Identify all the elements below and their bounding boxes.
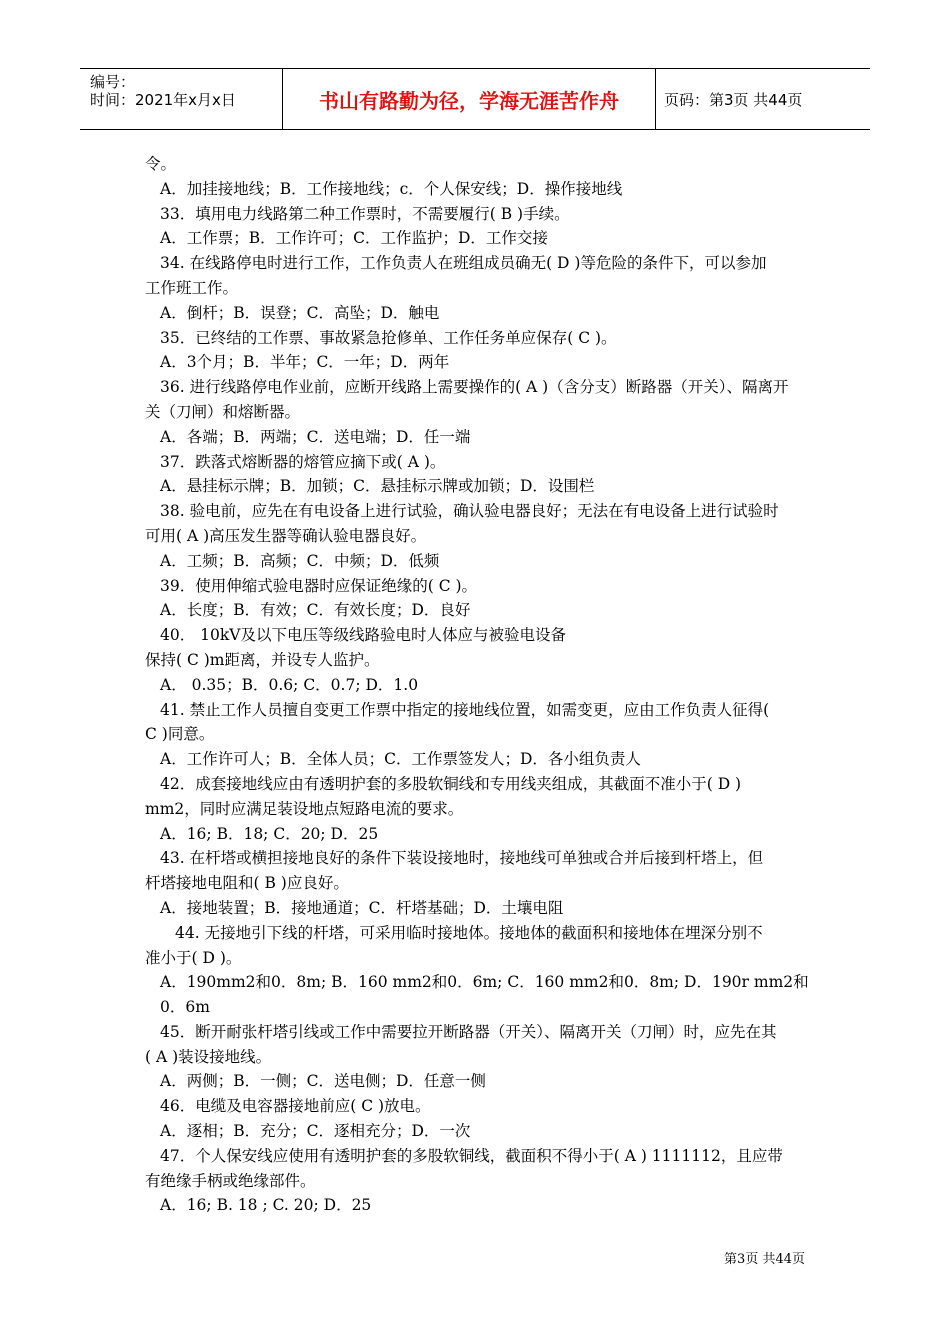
text-line: 工作班工作。 (145, 278, 239, 297)
text-line: A．悬挂标示牌；B．加锁；C．悬挂标示牌或加锁；D．设围栏 (160, 477, 595, 496)
text-line: 36. 进行线路停电作业前，应断开线路上需要操作的( A )（含分支）断路器（开关）、隔离开 (160, 378, 789, 397)
text-line: A．工作票；B．工作许可；C．工作监护；D．工作交接 (160, 229, 548, 248)
page-footer: 第3页 共44页 (724, 1252, 805, 1267)
document-number-label: 编号： (90, 73, 136, 91)
text-line: A．工作许可人；B．全体人员；C．工作票签发人；D．各小组负责人 (160, 750, 641, 769)
text-line: A．3个月；B．半年；C．一年；D．两年 (160, 353, 450, 372)
text-line: 40． 10kV及以下电压等级线路验电时人体应与被验电设备 (160, 626, 566, 645)
text-line: 保持( C )m距离，并设专人监护。 (145, 650, 380, 669)
text-line: A．工频；B．高频；C．中频；D．低频 (160, 551, 440, 570)
text-line: 38. 验电前，应先在有电设备上进行试验，确认验电器良好；无法在有电设备上进行试验时 (160, 502, 779, 521)
text-line: 47．个人保安线应使用有透明护套的多股软铜线，截面积不得小于( A ) 1111112，且应带 (160, 1146, 783, 1165)
text-line: 可用( A )高压发生器等确认验电器良好。 (145, 526, 427, 545)
text-line: A．两侧；B．一侧；C．送电侧；D．任意一侧 (160, 1072, 486, 1091)
text-line: A． 0.35；B．0.6; C．0.7; D．1.0 (160, 675, 419, 694)
text-line: 准小于( D )。 (145, 948, 242, 967)
header-page-info: 页码：第3页 共44页 (664, 90, 803, 109)
text-line: A．16; B．18; C．20; D．25 (160, 824, 379, 843)
text-line: A．接地装置；B．接地通道；C．杆塔基础；D．土壤电阻 (160, 898, 564, 917)
text-line: 0．6m (160, 998, 210, 1017)
text-line: A．加挂接地线；B．工作接地线；c．个人保安线；D．操作接地线 (160, 179, 623, 198)
text-line: ( A )装设接地线。 (145, 1047, 272, 1066)
text-line: A．各端；B．两端；C．送电端；D．任一端 (160, 427, 471, 446)
text-line: A．倒杆；B．误登；C．高坠；D．触电 (160, 303, 440, 322)
text-line: 33．填用电力线路第二种工作票时，不需要履行( B )手续。 (160, 204, 570, 223)
text-line: 关（刀闸）和熔断器。 (145, 402, 301, 421)
text-line: 43. 在杆塔或横担接地良好的条件下装设接地时，接地线可单独或合并后接到杆塔上，但 (160, 849, 764, 868)
text-line: 41. 禁止工作人员擅自变更工作票中指定的接地线位置，如需变更，应由工作负责人征得( (160, 700, 770, 719)
page-header (80, 68, 870, 130)
header-motto: 书山有路勤为径，学海无涯苦作舟 (282, 69, 656, 129)
header-meta (80, 69, 282, 129)
text-line: 46．电缆及电容器接地前应( C )放电。 (160, 1097, 431, 1116)
document-body (145, 152, 810, 1218)
text-line: 杆塔接地电阻和( B )应良好。 (145, 874, 349, 893)
text-line: 45．断开耐张杆塔引线或工作中需要拉开断路器（开关）、隔离开关（刀闸）时，应先在其 (160, 1022, 777, 1041)
text-line: A．190mm2和0．8m; B．160 mm2和0．6m; C．160 mm2和0．8m; D．190r mm2和 (160, 973, 809, 992)
text-line: 44. 无接地引下线的杆塔，可采用临时接地体。接地体的截面积和接地体在埋深分别不 (175, 923, 763, 942)
text-line: C )同意。 (145, 725, 215, 744)
document-time: 时间：2021年x月x日 (90, 91, 236, 109)
text-line: A．逐相；B．充分；C．逐相充分；D．一次 (160, 1122, 471, 1141)
text-line: 34. 在线路停电时进行工作，工作负责人在班组成员确无( D )等危险的条件下，可以参加 (160, 254, 767, 273)
text-line: 42．成套接地线应由有透明护套的多股软铜线和专用线夹组成，其截面不准小于( D ) (160, 774, 742, 793)
text-line: A．16; B. 18 ; C. 20; D．25 (160, 1196, 372, 1215)
text-line: A．长度；B．有效；C．有效长度；D．良好 (160, 601, 471, 620)
text-line: 35．已终结的工作票、事故紧急抢修单、工作任务单应保存( C )。 (160, 328, 617, 347)
text-line: 有绝缘手柄或绝缘部件。 (145, 1171, 316, 1190)
text-line: 39．使用伸缩式验电器时应保证绝缘的( C )。 (160, 576, 478, 595)
text-line: mm2，同时应满足装设地点短路电流的要求。 (145, 799, 464, 818)
text-line: 令。 (145, 155, 177, 173)
text-line: 37．跌落式熔断器的熔管应摘下或( A )。 (160, 452, 446, 471)
